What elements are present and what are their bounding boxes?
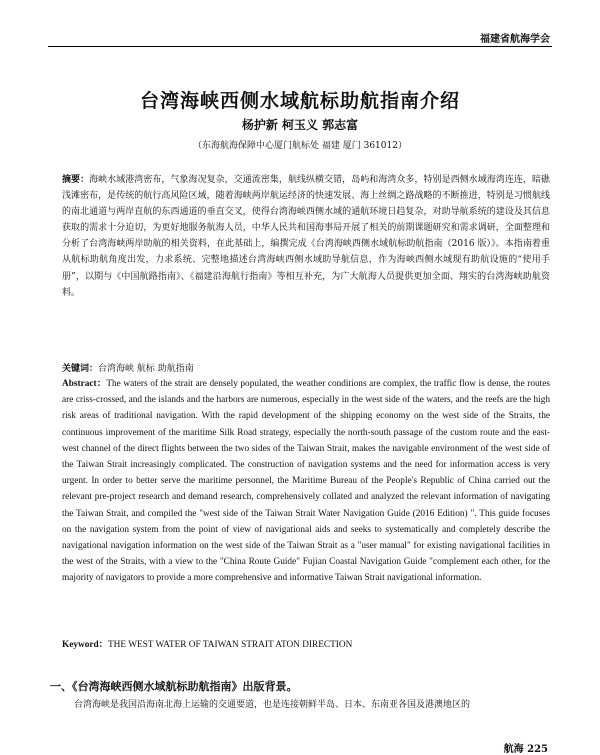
page-number: 航海 225 <box>503 744 548 755</box>
section-heading: 一、《台湾海峡西侧水域航标助航指南》出版背景。 <box>50 680 298 693</box>
abstract-cn-label: 摘要： <box>62 175 90 185</box>
keywords-cn-label: 关键词： <box>62 364 99 374</box>
journal-header: 福建省航海学会 <box>480 34 550 45</box>
abstract-en-label: Abstract： <box>62 379 107 389</box>
abstract-cn <box>62 172 550 301</box>
keywords-en-text: THE WEST WATER OF TAIWAN STRAIT ATON DIRECTION <box>107 640 353 650</box>
paper-authors: 杨护新 柯玉义 郭志富 <box>241 118 359 132</box>
header-rule <box>48 46 552 47</box>
keywords-cn-text: 台湾海峡 航标 助航指南 <box>98 364 194 374</box>
keywords-en <box>62 636 352 650</box>
section-body-text: 台湾海峡是我国沿海南北海上运输的交通要道，也是连接朝鲜半岛、日本、东南亚各国及港澳地区的 <box>74 700 471 710</box>
keywords-cn <box>62 361 194 374</box>
abstract-en <box>62 376 550 587</box>
abstract-en-text: The waters of the strait are densely populated, the weather conditions are complex, the traffic flow is dense, the routes are criss-crossed, and the islands and the harbors are numerous, especially in the west side of the waters, and the reefs are the high risk areas of traditional navigation. With the rapid development of the shipping economy on the west side of the Straits, the continuous improvement of the maritime Silk Road strategy, especially the north-south passage of the custom route and the east-west channel of the direct flights between the two sides of the Taiwan Strait, makes the navigable environment of the west side of the Taiwan Strait increasingly complicated. The construction of navigation systems and the need for information access is very urgent. In order to better serve the maritime personnel, the Maritime Bureau of the People's Republic of China carried out the relevant pre-project research and demand research, comprehensively collated and analyzed the relevant information of navigating the Taiwan Strait, and compiled the "west side of the Taiwan Strait Water Navigation Guide (2016 Edition) ". This guide focuses on the navigation system from the point of view of navigational aids and seeks to systematically and completely describe the navigational navigation information on the west side of the Taiwan Strait as a "user manual" for existing navigational facilities in the west of the Straits, with a view to the "China Route Guide" Fujian Coastal Navigation Guide "complement each other, for the majority of navigators to provide a more comprehensive and informative Taiwan Strait navigational information. <box>62 379 550 584</box>
paper-title: 台湾海峡西侧水域航标助航指南介绍 <box>139 90 460 112</box>
abstract-cn-text: 海峡水域港湾密布，气象海况复杂，交通流密集，航线纵横交错，岛屿和海湾众多，特别是西侧水域海湾连连，暗礁浅滩密布，是传统的航行高风险区域，随着海峡两岸航运经济的快速发展、海上丝绸之路战略的不断推进，特别是习惯航线的南北通道与两岸直航的东西通道的垂直交叉，使得台湾海峡西侧水域的通航环境日趋复杂，对助导航系统的建设及其信息获取的需求十分迫切，为更好地服务航海人员，中华人民共和国海事局开展了相关的前期课题研究和需求调研，全面整理和分析了台湾海峡两岸助航的相关资料，在此基础上，编撰完成《台湾海峡西侧水域航标助航指南（2016 版）》。本指南着重从航标助航角度出发，力求系统、完整地描述台湾海峡西侧水域助导航信息，作为海峡西侧水域现有助航设施的“使用手册”，以期与《中国航路指南》、《福建沿海航行指南》等相互补充，为广大航海人员提供更加全面、翔实的台湾海峡助航资料。 <box>62 175 550 298</box>
keywords-en-label: Keyword： <box>62 640 108 650</box>
paper-affiliation: （东海航海保障中心厦门航标处 福建 厦门 361012） <box>193 141 407 151</box>
